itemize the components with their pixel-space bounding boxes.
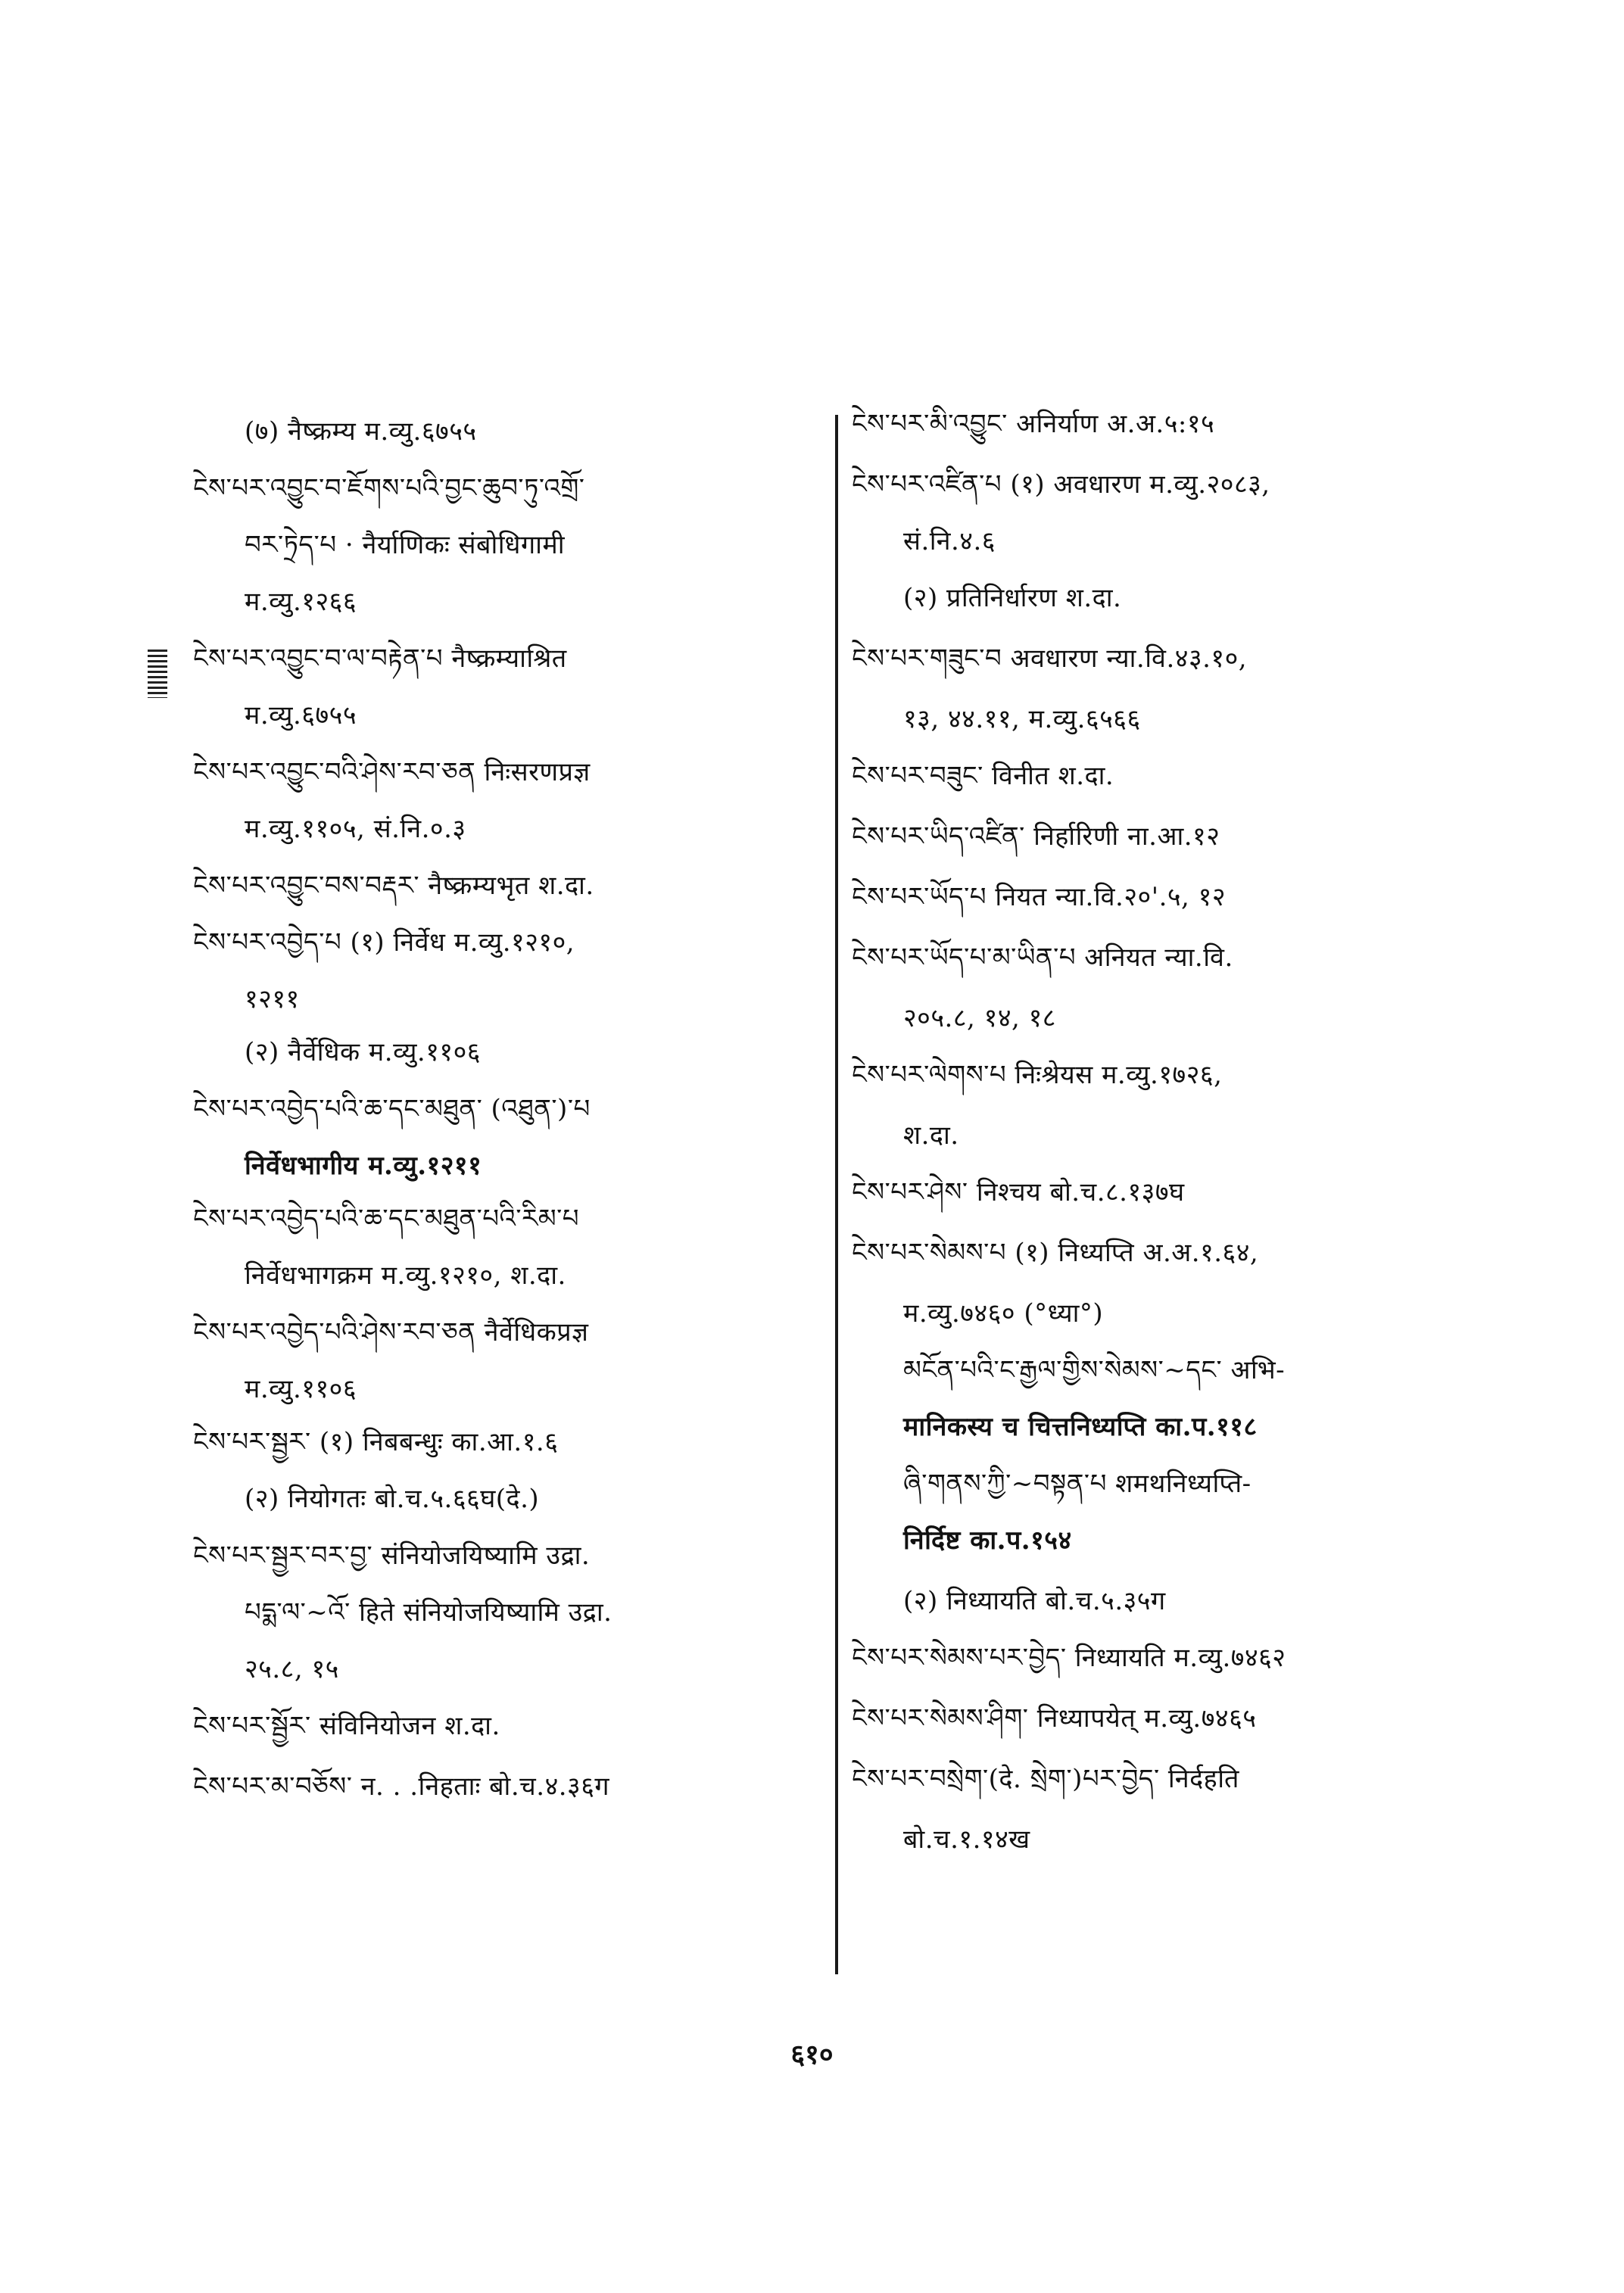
entry-line: ངེས་པར་སེམས་ཤིག་ निध्यापयेत् म.व्यु.७४६५ bbox=[852, 1703, 1257, 1734]
entry-line: म.व्यु.६७५५ bbox=[245, 700, 357, 731]
margin-tick-mark bbox=[148, 650, 167, 698]
entry-line: (२) प्रतिनिर्धारण श.दा. bbox=[903, 583, 1122, 613]
entry-line: པདྨ་ལ་~འོ་ हिते संनियोजयिष्यामि उद्रा. bbox=[245, 1597, 613, 1628]
entry-line: श.दा. bbox=[903, 1120, 959, 1151]
entry-line: (२) नैर्वेधिक म.व्यु.११०६ bbox=[245, 1037, 481, 1067]
entry-line: ངེས་པར་སྦྱར་ (१) निबबन्धुः का.आ.१.६ bbox=[193, 1427, 559, 1457]
column-divider bbox=[835, 415, 838, 1974]
entry-line: ངེས་པར་འབྱེད་པའི་ཆ་དང་མཐུན་པའི་རིམ་པ bbox=[193, 1204, 580, 1234]
entry-line: ངེས་པར་འབྱེད་པ (१) निर्वेध म.व्यु.१२१०, bbox=[193, 927, 575, 958]
entry-line: म.व्यु.१२६६ bbox=[245, 587, 357, 617]
entry-line: ངེས་པར་འཛིན་པ (१) अवधारण म.व्यु.२०८३, bbox=[852, 469, 1270, 500]
entry-line: १२११ bbox=[245, 984, 300, 1014]
entry-line: ངེས་པར་བསྲེག་(दे. སྲེག་)པར་བྱེད་ निर्दहति bbox=[852, 1764, 1239, 1794]
entry-line: निर्वेधभागीय म.व्यु.१२११ bbox=[245, 1151, 482, 1181]
entry-line: ཞི་གནས་ཀྱི་~བསྟན་པ शमथनिध्यप्ति- bbox=[903, 1469, 1252, 1499]
entry-line: निर्वेधभागक्रम म.व्यु.१२१०, श.दा. bbox=[245, 1260, 566, 1291]
entry-line: ངེས་པར་འབྱུང་བའི་ཤེས་རབ་ཅན निःसरणप्रज्ञ bbox=[193, 757, 591, 787]
entry-line: ངེས་པར་སྦྱར་བར་བྱ་ संनियोजयिष्यामि उद्रा. bbox=[193, 1541, 591, 1571]
entry-line: म.व्यु.११०६ bbox=[245, 1374, 357, 1404]
entry-line: ངེས་པར་འབྱེད་པའི་ཆ་དང་མཐུན་ (འཐུན་)་པ bbox=[193, 1094, 591, 1124]
entry-line: བར་ཏྲེད་པ · नैर्याणिकः संबोधिगामी bbox=[245, 530, 566, 560]
entry-line: ངེས་པར་སེམས་པ (१) निध्यप्ति अ.अ.१.६४, bbox=[852, 1238, 1259, 1268]
entry-line: ངེས་པར་མ་བཅོས་ न. . .निहताः बो.च.४.३६ग bbox=[193, 1771, 610, 1802]
entry-line: ངེས་པར་ཡོད་པ नियत न्या.वि.२०'.५, १२ bbox=[852, 882, 1227, 912]
entry-line: ངེས་པར་འབྱེད་པའི་ཤེས་རབ་ཅན नैर्वेधिकप्रज्ञ bbox=[193, 1317, 589, 1347]
entry-line: ངེས་པར་ཡོད་པ་མ་ཡིན་པ अनियत न्या.वि. bbox=[852, 942, 1233, 973]
entry-line: ངེས་པར་འབྱུང་བས་བརྡར་ नैष्क्रम्यभृत श.दा. bbox=[193, 871, 594, 901]
entry-line: ངེས་པར་བཟུང་ विनीत श.दा. bbox=[852, 761, 1114, 791]
entry-line: बो.च.१.१४ख bbox=[903, 1824, 1030, 1855]
entry-line: मानिकस्य च चित्तनिध्यप्ति का.प.११८ bbox=[903, 1412, 1258, 1442]
page-number: ६१० bbox=[790, 2039, 834, 2070]
entry-line: म.व्यु.११०५, सं.नि.०.३ bbox=[245, 814, 466, 844]
entry-line: म.व्यु.७४६० (°ध्या°) bbox=[903, 1298, 1104, 1329]
entry-line: २०५.८, १४, १८ bbox=[903, 1003, 1056, 1033]
entry-line: ངེས་པར་སྦྱོར་ संविनियोजन श.दा. bbox=[193, 1711, 500, 1741]
entry-line: ངེས་པར་སེམས་པར་བྱེད་ निध्यायति म.व्यु.७४६२ bbox=[852, 1643, 1286, 1673]
entry-line: निर्दिष्ट का.प.१५४ bbox=[903, 1525, 1072, 1556]
entry-line: ངེས་པར་གཟུང་བ अवधारण न्या.वि.४३.१०, bbox=[852, 643, 1248, 674]
entry-line: ངེས་པར་འབྱུང་བ་ཇོགས་པའི་བྱང་ཆུབ་ཏུ་འགྲོ་ bbox=[193, 473, 585, 503]
entry-line: ངེས་པར་ཡིད་འཛིན་ निर्हारिणी ना.आ.१२ bbox=[852, 821, 1220, 852]
entry-line: (२) नियोगतः बो.च.५.६६घ(दे.) bbox=[245, 1484, 540, 1514]
entry-line: १३, ४४.११, म.व्यु.६५६६ bbox=[903, 704, 1141, 734]
entry-line: ངེས་པར་ལེགས་པ निःश्रेयस म.व्यु.१७२६, bbox=[852, 1060, 1223, 1090]
entry-line: २५.८, १५ bbox=[245, 1654, 339, 1684]
entry-line: सं.नि.४.६ bbox=[903, 526, 996, 556]
entry-line: (७) नैष्क्रम्य म.व्यु.६७५५ bbox=[245, 416, 477, 447]
entry-line: (२) निध्यायति बो.च.५.३५ग bbox=[903, 1586, 1166, 1616]
entry-line: ངེས་པར་མི་འབྱུང་ अनिर्याण अ.अ.५:१५ bbox=[852, 409, 1215, 439]
entry-line: ངེས་པར་འབྱུང་བ་ལ་བརྟེན་པ नैष्क्रम्याश्रित bbox=[193, 643, 567, 674]
entry-line: ངེས་པར་ཤེས་ निश्चय बो.च.८.१३७घ bbox=[852, 1177, 1185, 1207]
entry-line: མངོན་པའི་ང་རྒྱལ་གྱིས་སེམས་~དང་ अभि- bbox=[903, 1355, 1286, 1385]
